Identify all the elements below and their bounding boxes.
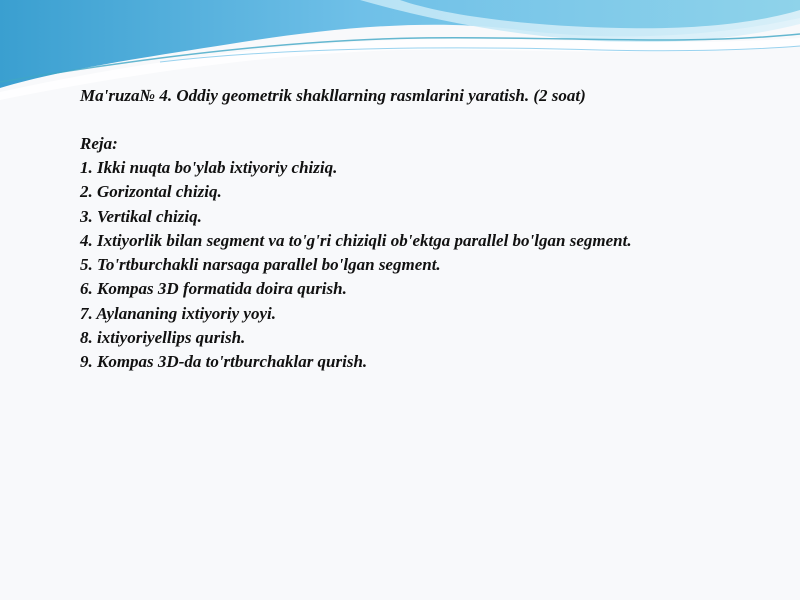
plan-item: 5. To'rtburchakli narsaga parallel bo'lgan segment. [80, 255, 441, 275]
plan-item: 8. ixtiyoriyellips qurish. [80, 328, 246, 348]
slide-content [80, 84, 780, 375]
plan-item: 6. Kompas 3D formatida doira qurish. [80, 279, 347, 299]
plan-item: 4. Ixtiyorlik bilan segment va to'g'ri chiziqli ob'ektga parallel bo'lgan segment. [80, 230, 632, 250]
plan-item: 7. Aylananing ixtiyoriy yoyi. [80, 303, 276, 323]
plan-list [80, 156, 780, 375]
lecture-title: Ma'ruza№ 4. Oddiy geometrik shakllarning rasmlarini yaratish. (2 soat) [80, 86, 586, 105]
plan-item: 9. Kompas 3D-da to'rtburchaklar qurish. [80, 352, 368, 372]
plan-item: 2. Gorizontal chiziq. [80, 182, 222, 202]
plan-item: 3. Vertikal chiziq. [80, 206, 202, 226]
plan-item: 1. Ikki nuqta bo'ylab ixtiyoriy chiziq. [80, 158, 338, 177]
plan-heading: Reja: [80, 134, 118, 153]
